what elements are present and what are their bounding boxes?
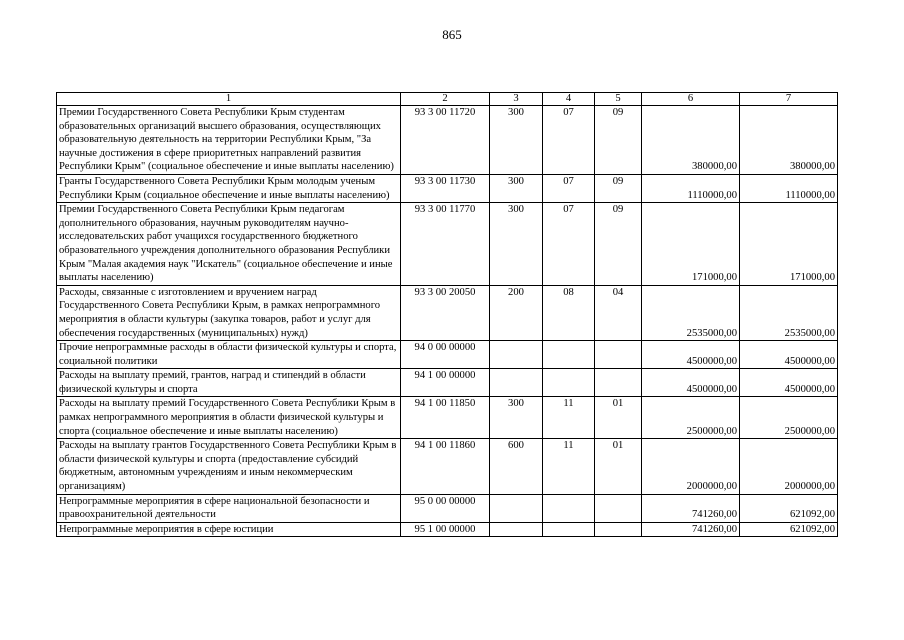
row-description: Непрограммные мероприятия в сфере юстиции [57, 522, 401, 537]
column-header: 6 [642, 93, 740, 106]
row-amount-col6: 380000,00 [642, 106, 740, 175]
row-amount-col6: 4500000,00 [642, 369, 740, 397]
row-section: 07 [543, 106, 595, 175]
row-amount-col6: 2535000,00 [642, 285, 740, 340]
row-subsection: 01 [595, 439, 642, 494]
row-code: 93 3 00 11730 [401, 174, 490, 202]
table-row [57, 439, 838, 494]
column-header: 4 [543, 93, 595, 106]
row-expense-type: 300 [490, 397, 543, 439]
row-code: 93 3 00 11720 [401, 106, 490, 175]
column-header: 5 [595, 93, 642, 106]
row-expense-type: 200 [490, 285, 543, 340]
row-amount-col6: 171000,00 [642, 203, 740, 286]
row-section: 07 [543, 203, 595, 286]
row-amount-col7: 621092,00 [740, 522, 838, 537]
row-subsection: 09 [595, 106, 642, 175]
row-code: 95 1 00 00000 [401, 522, 490, 537]
row-section [543, 369, 595, 397]
row-code: 93 3 00 11770 [401, 203, 490, 286]
row-expense-type [490, 522, 543, 537]
row-subsection [595, 369, 642, 397]
row-subsection [595, 494, 642, 522]
column-header-row [57, 93, 838, 106]
row-description: Расходы на выплату грантов Государственного Совета Республики Крым в области физической культуры и спорта (предоставление субсидий бюджетным, автономным учреждениям и иным некоммерческим организациям) [57, 439, 401, 494]
row-expense-type [490, 341, 543, 369]
row-code: 94 1 00 11850 [401, 397, 490, 439]
row-subsection: 04 [595, 285, 642, 340]
row-code: 94 1 00 00000 [401, 369, 490, 397]
row-subsection [595, 522, 642, 537]
row-amount-col6: 741260,00 [642, 494, 740, 522]
row-section: 07 [543, 174, 595, 202]
row-expense-type [490, 369, 543, 397]
row-section [543, 341, 595, 369]
row-description: Расходы на выплату премий, грантов, наград и стипендий в области физической культуры и спорта [57, 369, 401, 397]
row-description: Премии Государственного Совета Республики Крым студентам образовательных организаций высшего образования, осуществляющих образовательную деятельность на территории Республики Крым, "За научные достижения в сфере приоритетных направлений развития Республики Крым" (социальное обеспечение и иные выплаты населению) [57, 106, 401, 175]
row-section [543, 494, 595, 522]
row-amount-col7: 4500000,00 [740, 341, 838, 369]
table-row [57, 174, 838, 202]
row-amount-col7: 2500000,00 [740, 397, 838, 439]
row-amount-col6: 4500000,00 [642, 341, 740, 369]
row-subsection: 09 [595, 203, 642, 286]
row-amount-col7: 621092,00 [740, 494, 838, 522]
row-description: Прочие непрограммные расходы в области физической культуры и спорта, социальной политики [57, 341, 401, 369]
row-expense-type: 600 [490, 439, 543, 494]
row-amount-col7: 380000,00 [740, 106, 838, 175]
table-row [57, 397, 838, 439]
row-amount-col7: 4500000,00 [740, 369, 838, 397]
row-amount-col6: 741260,00 [642, 522, 740, 537]
table-row [57, 106, 838, 175]
table-row [57, 341, 838, 369]
row-amount-col7: 171000,00 [740, 203, 838, 286]
table-row [57, 494, 838, 522]
column-header: 3 [490, 93, 543, 106]
row-expense-type: 300 [490, 203, 543, 286]
row-code: 94 1 00 11860 [401, 439, 490, 494]
page-number: 865 [442, 27, 462, 42]
row-expense-type: 300 [490, 174, 543, 202]
column-header: 1 [57, 93, 401, 106]
row-subsection [595, 341, 642, 369]
row-subsection: 01 [595, 397, 642, 439]
row-description: Гранты Государственного Совета Республики Крым молодым ученым Республики Крым (социальное обеспечение и иные выплаты населению) [57, 174, 401, 202]
row-description: Расходы на выплату премий Государственного Совета Республики Крым в рамках непрограммного мероприятия в области физической культуры и спорта (социальное обеспечение и иные выплаты населению) [57, 397, 401, 439]
table-row [57, 203, 838, 286]
row-amount-col6: 2000000,00 [642, 439, 740, 494]
table-row [57, 285, 838, 340]
row-code: 94 0 00 00000 [401, 341, 490, 369]
budget-table [56, 92, 838, 537]
row-expense-type: 300 [490, 106, 543, 175]
row-section [543, 522, 595, 537]
row-amount-col6: 2500000,00 [642, 397, 740, 439]
table-row [57, 522, 838, 537]
row-code: 95 0 00 00000 [401, 494, 490, 522]
row-description: Расходы, связанные с изготовлением и вручением наград Государственного Совета Республики Крым, в рамках непрограммного мероприятия в области культуры (закупка товаров, работ и услуг для обеспечения государственных (муниципальных) нужд) [57, 285, 401, 340]
row-subsection: 09 [595, 174, 642, 202]
row-amount-col6: 1110000,00 [642, 174, 740, 202]
column-header: 7 [740, 93, 838, 106]
row-section: 08 [543, 285, 595, 340]
column-header: 2 [401, 93, 490, 106]
row-description: Премии Государственного Совета Республики Крым педагогам дополнительного образования, научным руководителям научно-исследовательских работ учащихся государственного бюджетного образовательного учреждения дополнительного образования Республики Крым "Малая академия наук "Искатель" (социальное обеспечение и иные выплаты населению) [57, 203, 401, 286]
row-description: Непрограммные мероприятия в сфере национальной безопасности и правоохранительной деятельности [57, 494, 401, 522]
row-section: 11 [543, 439, 595, 494]
row-amount-col7: 2535000,00 [740, 285, 838, 340]
table-row [57, 369, 838, 397]
row-section: 11 [543, 397, 595, 439]
row-code: 93 3 00 20050 [401, 285, 490, 340]
row-expense-type [490, 494, 543, 522]
row-amount-col7: 1110000,00 [740, 174, 838, 202]
row-amount-col7: 2000000,00 [740, 439, 838, 494]
